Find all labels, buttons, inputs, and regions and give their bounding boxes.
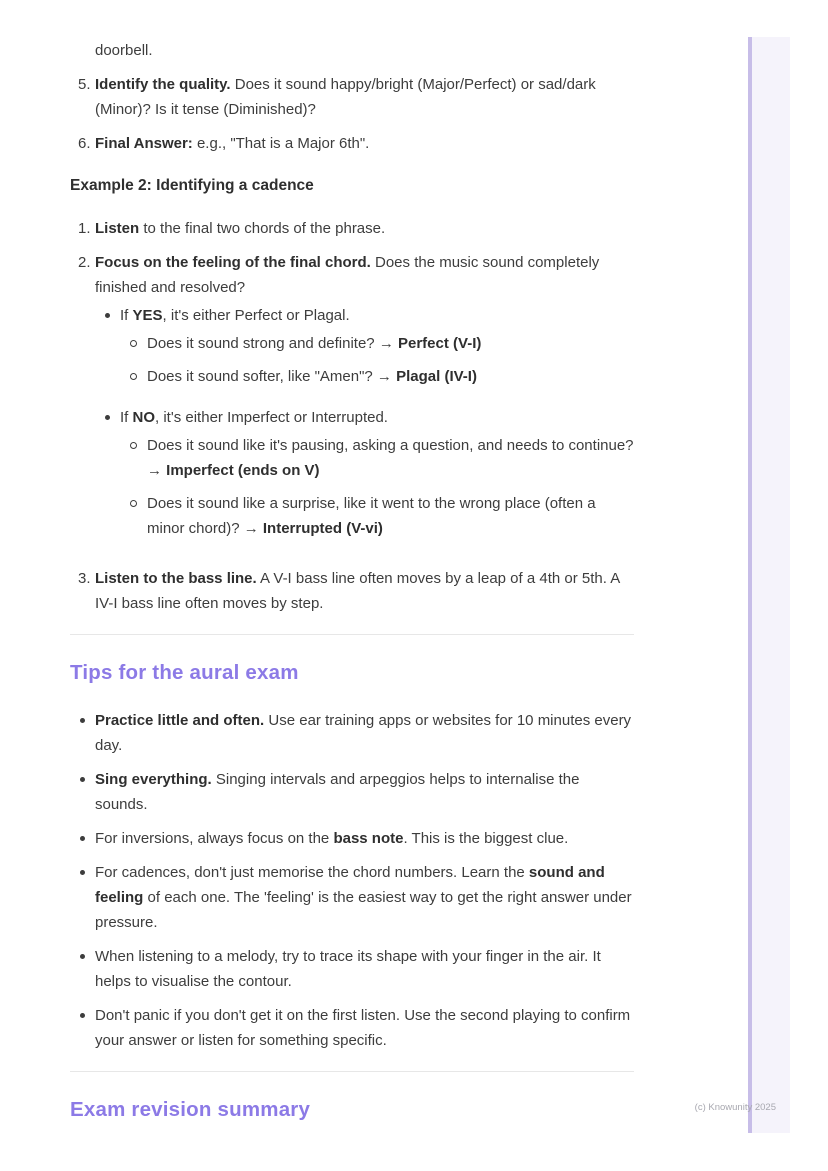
list-item-text xyxy=(95,1003,634,1053)
section-divider xyxy=(70,1071,634,1072)
list-item-text xyxy=(95,944,634,994)
bullet-icon xyxy=(80,718,85,723)
text: If xyxy=(120,409,133,426)
list-number: 6. xyxy=(78,135,91,152)
bullet-icon xyxy=(80,870,85,875)
bold-text: Plagal (IV-I) xyxy=(396,368,477,385)
list-item xyxy=(70,250,634,557)
bullet-icon xyxy=(80,777,85,782)
list-item xyxy=(120,331,634,356)
list-item xyxy=(70,826,634,851)
list-item xyxy=(70,708,634,758)
text: If xyxy=(120,307,133,324)
list-item-text xyxy=(147,331,634,356)
text: , it's either Perfect or Plagal. xyxy=(162,307,350,324)
list-item-text xyxy=(95,708,634,758)
bullet-icon xyxy=(105,415,110,420)
text: When listening to a melody, try to trace its shape with your finger in the air. It helps to visualise the contour. xyxy=(95,948,601,990)
list-item xyxy=(70,767,634,817)
bold-text: Imperfect (ends on V) xyxy=(166,462,320,479)
list-item xyxy=(70,1003,634,1053)
text: , it's either Imperfect or Interrupted. xyxy=(155,409,388,426)
summary-heading: Exam revision summary xyxy=(70,1098,311,1121)
list-item-text xyxy=(120,405,634,549)
circle-bullet-icon xyxy=(130,500,137,507)
section-divider xyxy=(70,634,634,635)
bullet-icon xyxy=(105,313,110,318)
text: Singing intervals and arpeggios helps to internalise the sounds. xyxy=(95,771,580,813)
list-item xyxy=(120,364,634,389)
nested-list xyxy=(120,331,634,389)
text: . This is the biggest clue. xyxy=(403,830,569,847)
list-item-text xyxy=(95,131,634,156)
text: Does it sound like it's pausing, asking a question, and needs to continue? → xyxy=(147,437,634,479)
text: Does the music sound completely finished and resolved? xyxy=(95,254,600,296)
bold-text: Identify the quality. xyxy=(95,76,231,93)
list-item-text xyxy=(95,566,634,616)
bold-text: bass note xyxy=(333,830,404,847)
bold-text: Listen to the bass line. xyxy=(95,570,257,587)
text: For inversions, always focus on the xyxy=(95,830,334,847)
interval-procedure-list xyxy=(70,72,634,156)
text: to the final two chords of the phrase. xyxy=(139,220,386,237)
circle-bullet-icon xyxy=(130,373,137,380)
bold-text: Interrupted (V-vi) xyxy=(262,520,383,537)
example2-heading: Example 2: Identifying a cadence xyxy=(70,177,314,194)
tips-heading: Tips for the aural exam xyxy=(70,661,299,684)
watermark: (c) Knowunity 2025 xyxy=(694,1102,776,1113)
text: Does it sound strong and definite? → xyxy=(147,335,398,352)
list-number: 5. xyxy=(78,76,91,93)
bold-text: sound and feeling xyxy=(95,864,605,906)
list-item-text xyxy=(147,433,634,483)
bold-text: Final Answer: xyxy=(95,135,193,152)
list-item xyxy=(70,216,634,241)
text: e.g., "That is a Major 6th". xyxy=(192,135,370,152)
list-item-text xyxy=(120,303,634,397)
list-number: 2. xyxy=(78,254,91,271)
text: Use ear training apps or websites for 10 minutes every day. xyxy=(95,712,632,754)
bold-text: Sing everything. xyxy=(95,771,212,788)
list-item xyxy=(95,303,634,397)
list-item xyxy=(70,944,634,994)
list-item xyxy=(70,72,634,122)
cadence-procedure-list xyxy=(70,216,634,616)
bold-text: NO xyxy=(132,409,156,426)
bold-text: YES xyxy=(132,307,163,324)
list-item-text xyxy=(147,491,634,541)
list-item-text xyxy=(95,767,634,817)
list-number: 3. xyxy=(78,570,91,587)
list-item-text xyxy=(95,860,634,935)
list-item xyxy=(70,860,634,935)
bold-text: Listen xyxy=(95,220,140,237)
bold-text: Focus on the feeling of the final chord. xyxy=(95,254,371,271)
list-item xyxy=(70,566,634,616)
text: A V-I bass line often moves by a leap of a 4th or 5th. A IV-I bass line often moves by step. xyxy=(95,570,620,612)
document-content xyxy=(70,38,634,1145)
tips-list xyxy=(70,708,634,1053)
list-item-text xyxy=(95,826,634,851)
list-item xyxy=(95,405,634,549)
text: Don't panic if you don't get it on the first listen. Use the second playing to confirm your answer or listen for something specific. xyxy=(95,1007,631,1049)
list-item-text xyxy=(147,364,634,389)
bold-text: Perfect (V-I) xyxy=(398,335,482,352)
paragraph-continuation: doorbell. xyxy=(95,42,153,59)
bullet-icon xyxy=(80,954,85,959)
text: Does it sound like a surprise, like it went to the wrong place (often a minor chord)? → xyxy=(147,495,596,537)
text: For cadences, don't just memorise the chord numbers. Learn the xyxy=(95,864,529,881)
circle-bullet-icon xyxy=(130,442,137,449)
list-item-text xyxy=(95,250,634,557)
text: Does it sound softer, like "Amen"? → xyxy=(147,368,397,385)
circle-bullet-icon xyxy=(130,340,137,347)
list-item xyxy=(70,131,634,156)
list-item xyxy=(120,433,634,483)
nested-list xyxy=(120,433,634,541)
bold-text: Practice little and often. xyxy=(95,712,265,729)
list-item-text xyxy=(95,72,634,122)
text: of each one. The 'feeling' is the easiest way to get the right answer under pressure. xyxy=(95,889,632,931)
bullet-icon xyxy=(80,836,85,841)
text: Does it sound happy/bright (Major/Perfect) or sad/dark (Minor)? Is it tense (Diminished)? xyxy=(95,76,596,118)
list-number: 1. xyxy=(78,220,91,237)
list-item xyxy=(120,491,634,541)
page-edge-highlight xyxy=(748,37,790,1133)
bullet-icon xyxy=(80,1013,85,1018)
list-item-text xyxy=(95,216,634,241)
nested-list xyxy=(95,303,634,549)
